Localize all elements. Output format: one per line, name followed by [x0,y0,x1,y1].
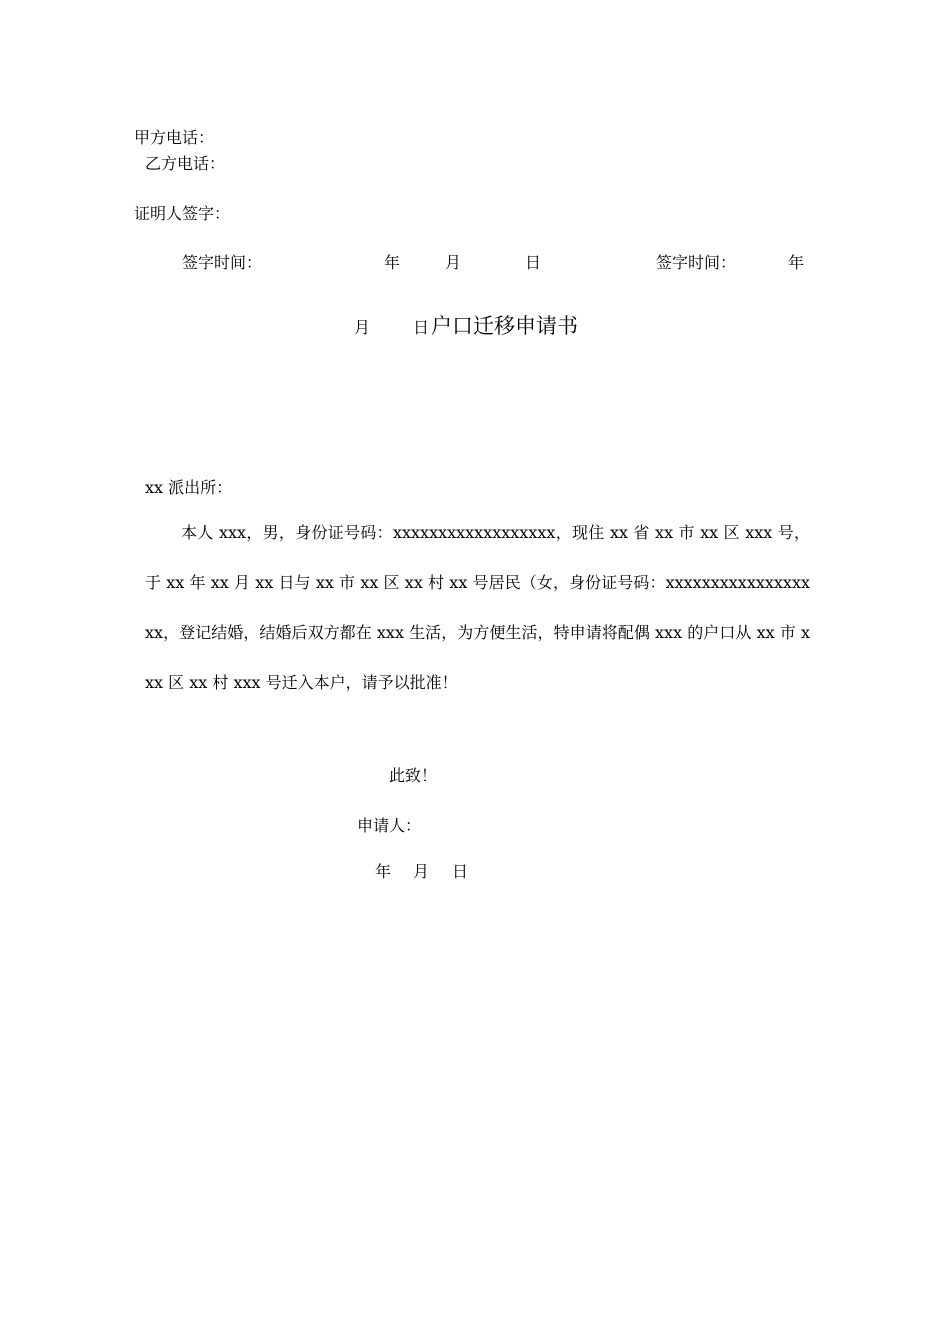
sign-day-2: 日 [413,318,430,337]
date-month: 月 [413,862,430,881]
sign-day-1: 日 [525,253,542,272]
document-title: 户口迁移申请书 [431,314,578,338]
body-paragraph: 本人 xxx，男，身份证号码：xxxxxxxxxxxxxxxxxx，现住 xx 省 xx 市 xx 区 xxx 号，于 xx 年 xx 月 xx 日与 xx 市 xx 区 xx 村 xx 号居民（女，身份证号码：xxxxxxxxxxxxxxxxxx，登记结婚，结婚后双方都在 xxx 生活，为方便生活，特申请将配偶 xxx 的户口从 xx 市 xxx 区 xx 村 xxx 号迁入本户，请予以批准！ [145,523,810,692]
addressee: xx 派出所： [145,478,233,497]
sign-year-1: 年 [384,253,401,272]
sign-month-1: 月 [445,253,462,272]
party-a-phone-label: 甲方电话： [134,128,215,147]
sign-year-2: 年 [788,253,805,272]
closing-salutation: 此致！ [389,766,438,785]
party-b-phone-label: 乙方电话： [145,154,226,173]
witness-signature-label: 证明人签字： [134,204,231,223]
date-day: 日 [452,862,469,881]
sign-time-label-1: 签字时间： [182,253,263,272]
date-year: 年 [375,862,392,881]
applicant-label: 申请人： [357,816,422,835]
sign-time-label-2: 签字时间： [656,253,737,272]
sign-month-2: 月 [354,318,371,337]
